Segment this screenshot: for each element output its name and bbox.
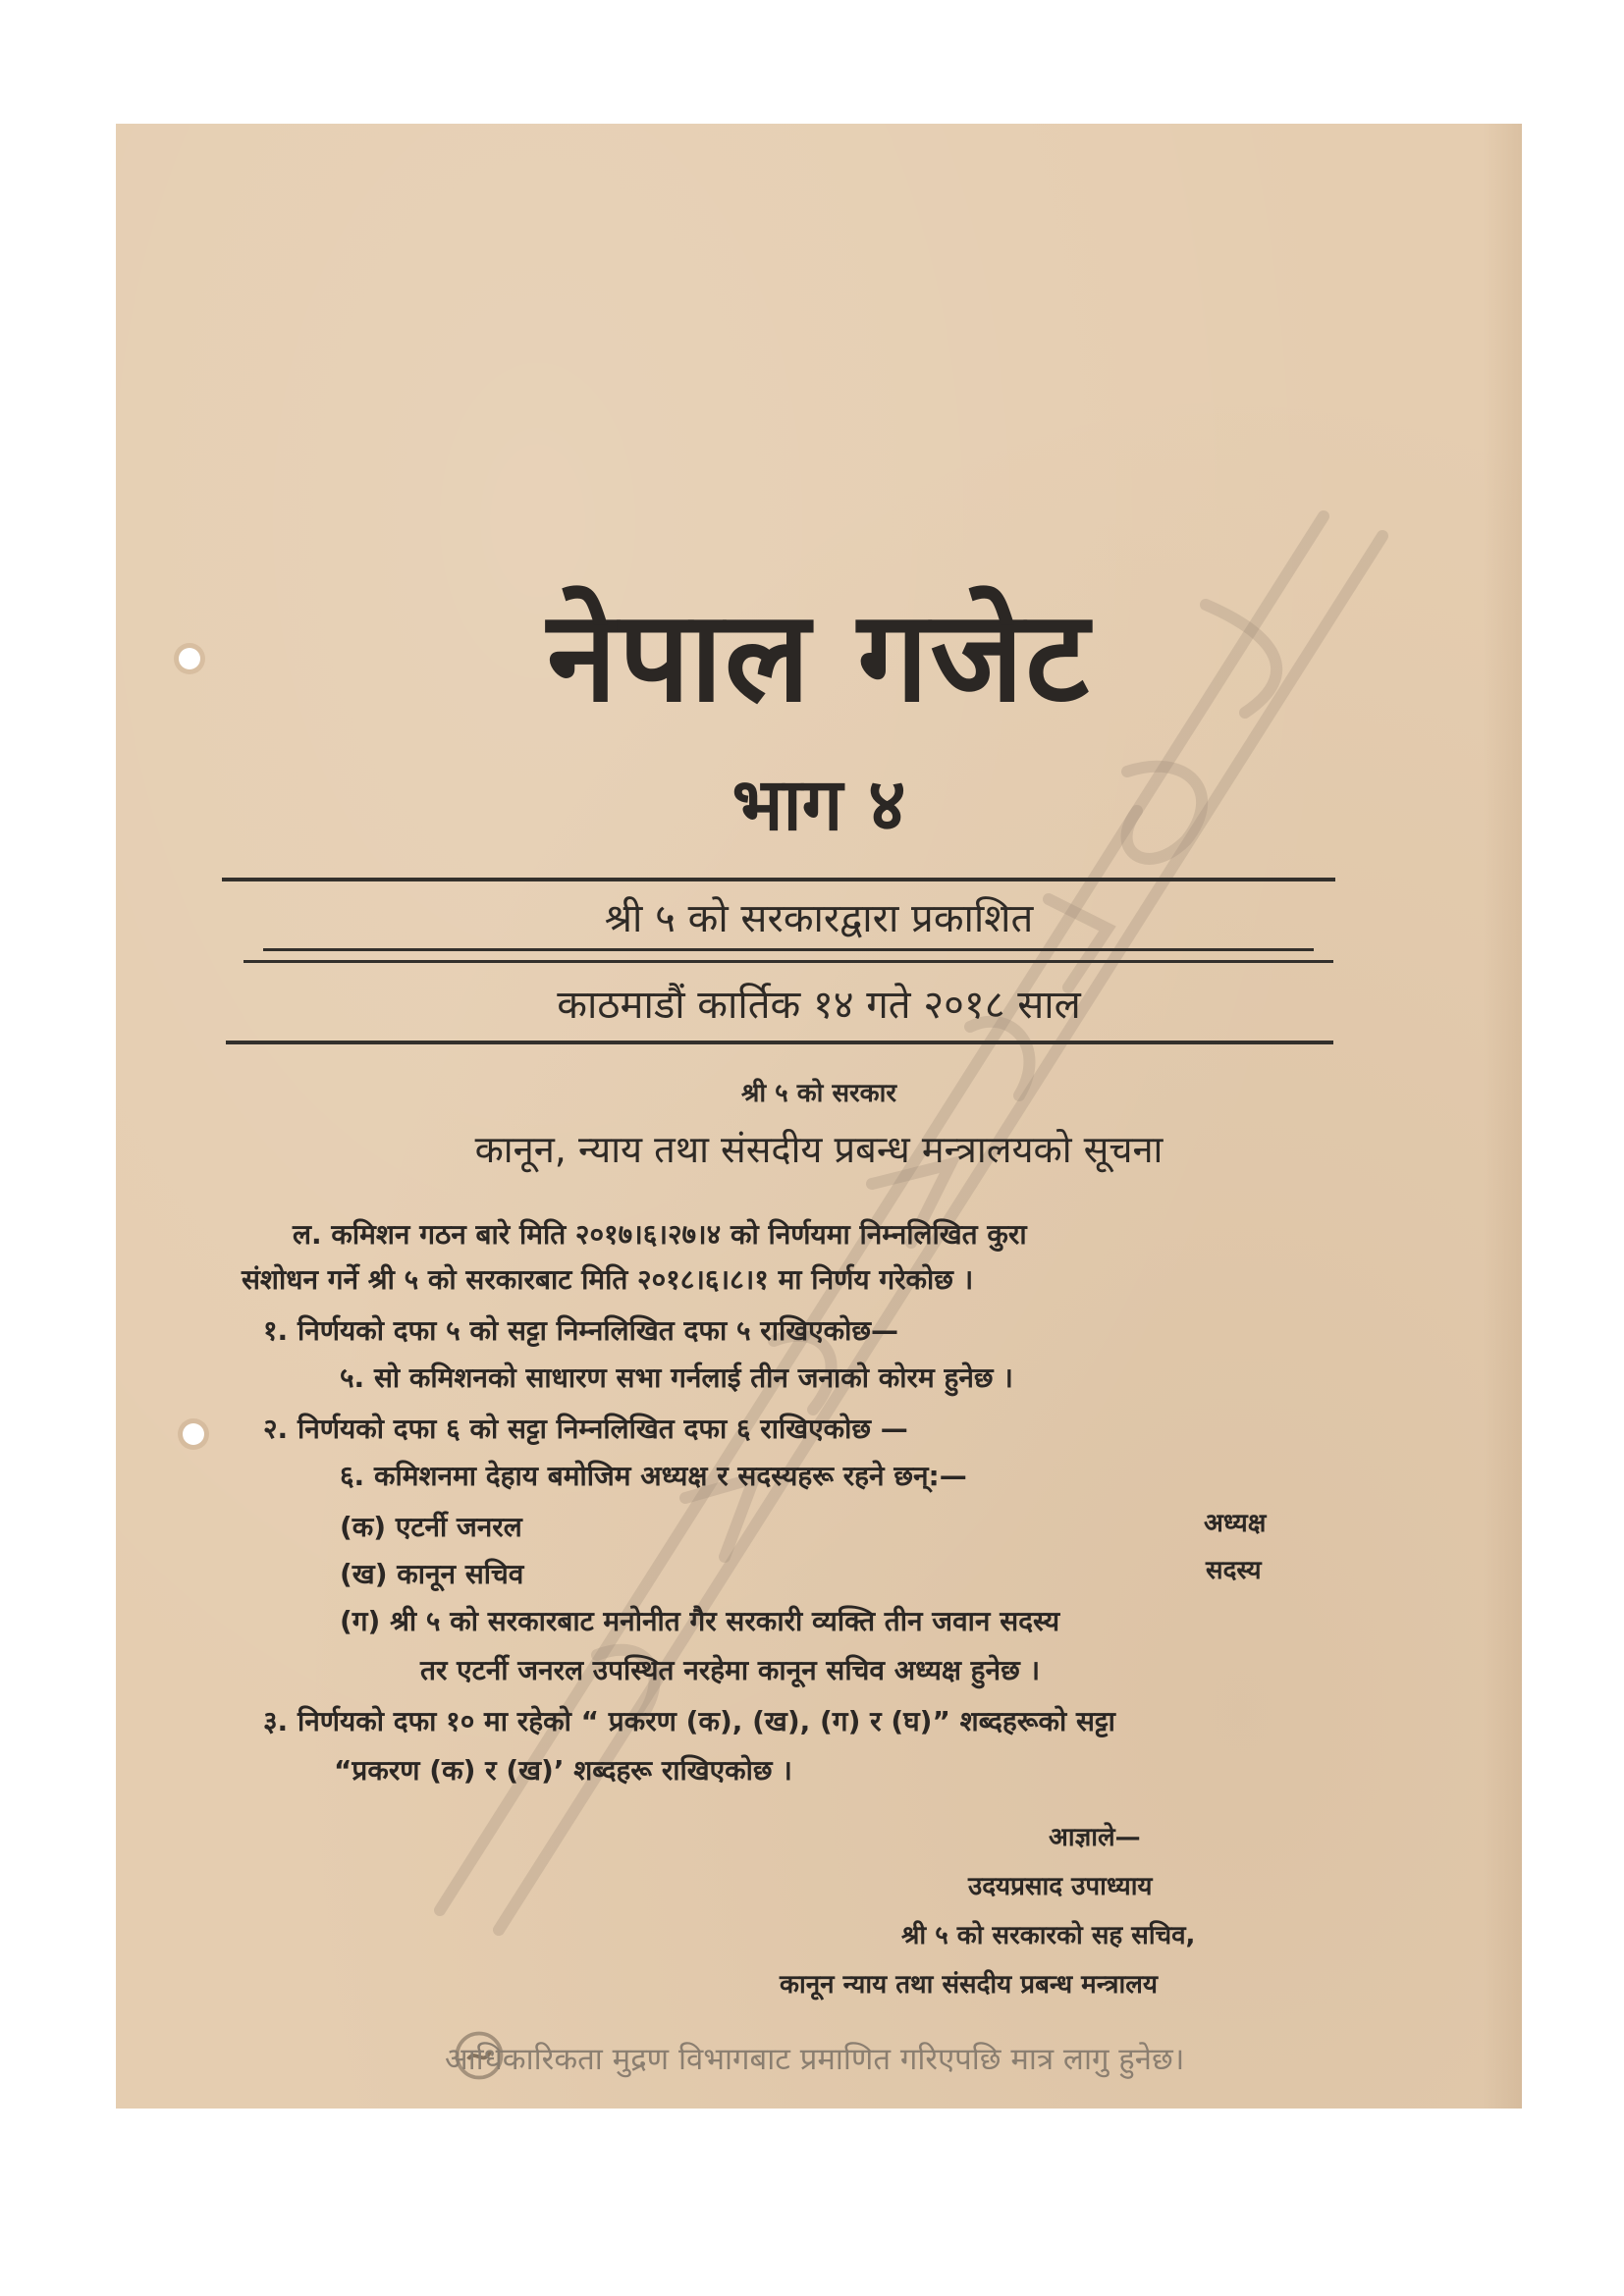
dateline: काठमाडौं कार्तिक १४ गते २०१८ साल [557, 983, 1081, 1028]
gazette-page [116, 124, 1522, 2109]
intro-line-1: ल. कमिशन गठन बारे मिति २०१७।६।२७।४ को निर्णयमा निम्नलिखित कुरा [293, 1218, 1027, 1251]
role-ka: अध्यक्ष [1204, 1509, 1267, 1538]
member-kha: (ख) कानून सचिव [340, 1558, 524, 1590]
item-2: २. निर्णयको दफा ६ को सट्टा निम्नलिखित दफा ६ राखिएकोछ — [263, 1413, 908, 1445]
ministry-heading: कानून, न्याय तथा संसदीय प्रबन्ध मन्त्रालयको सूचना [474, 1128, 1164, 1171]
signatory-office: कानून न्याय तथा संसदीय प्रबन्ध मन्त्रालय [780, 1970, 1158, 2000]
rule-below-dateline [226, 1041, 1333, 1044]
gazette-title: नेपाल गजेट [547, 584, 1091, 730]
item-2-text: ६. कमिशनमा देहाय बमोजिम अध्यक्ष र सदस्यहरू रहने छन्:— [340, 1460, 967, 1492]
role-kha: सदस्य [1206, 1556, 1262, 1585]
gazette-part: भाग ४ [731, 763, 906, 847]
item-3: ३. निर्णयको दफा १० मा रहेको “ प्रकरण (क), (ख), (ग) र (घ)” शब्दहरूको सट्टा [263, 1705, 1115, 1737]
member-ga-note: तर एटर्नी जनरल उपस्थित नरहेमा कानून सचिव अध्यक्ष हुनेछ । [420, 1654, 1041, 1686]
signatory-name: उदयप्रसाद उपाध्याय [968, 1872, 1153, 1901]
member-ka: (क) एटर्नी जनरल [340, 1511, 522, 1543]
government-heading: श्री ५ को सरकार [740, 1079, 897, 1108]
paper-edge-shadow [1483, 124, 1522, 2109]
by-order-line: आज्ञाले— [1049, 1823, 1141, 1852]
intro-line-2: संशोधन गर्ने श्री ५ को सरकारबाट मिति २०१८।६।८।१ मा निर्णय गरेकोछ । [242, 1263, 974, 1296]
rule-below-publisher-2 [244, 960, 1333, 963]
punch-hole-middle [183, 1423, 204, 1445]
publisher-line: श्री ५ को सरकारद्वारा प्रकाशित [604, 896, 1034, 941]
item-3-text: “प्रकरण (क) र (ख)’ शब्दहरू राखिएकोछ । [334, 1754, 792, 1787]
authentication-footer-note: आधिकारिकता मुद्रण विभागबाट प्रमाणित गरिएपछि मात्र लागु हुनेछ। [445, 2042, 1185, 2077]
signatory-designation: श्री ५ को सरकारको सह सचिव, [901, 1921, 1196, 1950]
rule-above-publisher [222, 878, 1335, 881]
rule-below-publisher-1 [263, 948, 1314, 951]
member-ga: (ग) श्री ५ को सरकारबाट मनोनीत गैर सरकारी व्यक्ति तीन जवान सदस्य [340, 1605, 1060, 1637]
item-1: १. निर्णयको दफा ५ को सट्टा निम्नलिखित दफा ५ राखिएकोछ— [263, 1314, 898, 1347]
item-1-text: ५. सो कमिशनको साधारण सभा गर्नलाई तीन जनाको कोरम हुनेछ । [340, 1362, 1013, 1394]
